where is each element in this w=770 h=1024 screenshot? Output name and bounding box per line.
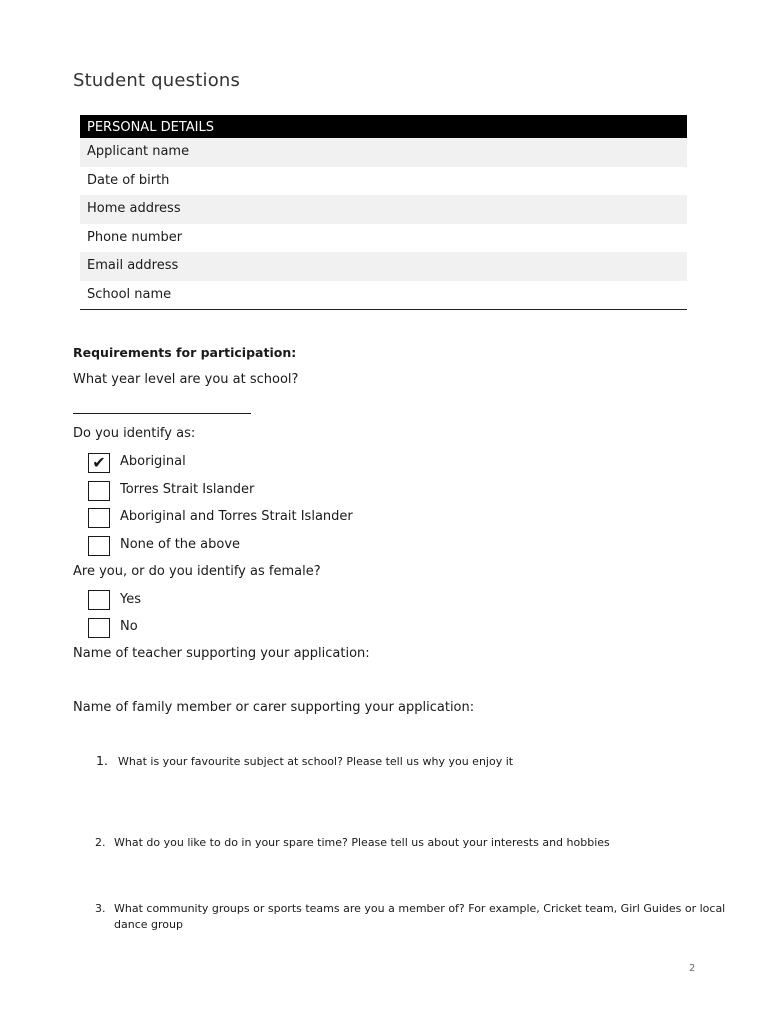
question-2-number: 2. xyxy=(95,836,106,849)
page-title: Student questions xyxy=(73,70,241,91)
checkbox-torres-strait-islander[interactable] xyxy=(88,481,110,501)
question-3-text-continued: dance group xyxy=(114,918,183,931)
identify-question: Do you identify as: xyxy=(73,426,196,441)
checkbox-label-yes: Yes xyxy=(120,592,141,607)
field-applicant-name[interactable]: Applicant name xyxy=(80,138,687,167)
checkbox-no[interactable] xyxy=(88,618,110,638)
checkbox-aboriginal[interactable]: ✔ xyxy=(88,453,110,473)
field-email-address[interactable]: Email address xyxy=(80,252,687,281)
checkbox-aboriginal-and-torres-strait-islander[interactable] xyxy=(88,508,110,528)
year-level-answer-line[interactable] xyxy=(73,413,251,414)
field-school-name[interactable]: School name xyxy=(87,286,172,302)
teacher-question: Name of teacher supporting your application: xyxy=(73,646,370,661)
checkbox-label-aboriginal: Aboriginal xyxy=(120,454,186,469)
field-home-address[interactable]: Home address xyxy=(80,195,687,224)
checkbox-label-no: No xyxy=(120,619,138,634)
question-2-text: What do you like to do in your spare time? Please tell us about your interests and hobbies xyxy=(114,836,610,849)
checkbox-none-of-the-above[interactable] xyxy=(88,536,110,556)
female-question: Are you, or do you identify as female? xyxy=(73,564,321,579)
year-level-question: What year level are you at school? xyxy=(73,372,299,387)
personal-details-table xyxy=(80,115,687,310)
checkbox-yes[interactable] xyxy=(88,590,110,610)
question-3-text: What community groups or sports teams are you a member of? For example, Cricket team, Girl Guides or local xyxy=(114,902,726,915)
field-phone-number[interactable]: Phone number xyxy=(87,229,183,245)
question-3-number: 3. xyxy=(95,902,106,915)
page-number: 2 xyxy=(689,963,696,974)
personal-details-header: PERSONAL DETAILS xyxy=(80,115,687,138)
question-1-number: 1. xyxy=(96,753,108,768)
field-date-of-birth[interactable]: Date of birth xyxy=(87,172,170,188)
carer-question: Name of family member or carer supporting your application: xyxy=(73,700,475,715)
requirements-heading: Requirements for participation: xyxy=(73,345,297,360)
checkbox-label-torres-strait-islander: Torres Strait Islander xyxy=(120,482,255,497)
checkbox-label-aboriginal-and-torres-strait-islander: Aboriginal and Torres Strait Islander xyxy=(120,509,353,524)
question-1-text: What is your favourite subject at school? Please tell us why you enjoy it xyxy=(118,755,514,768)
checkbox-label-none-of-the-above: None of the above xyxy=(120,537,241,552)
